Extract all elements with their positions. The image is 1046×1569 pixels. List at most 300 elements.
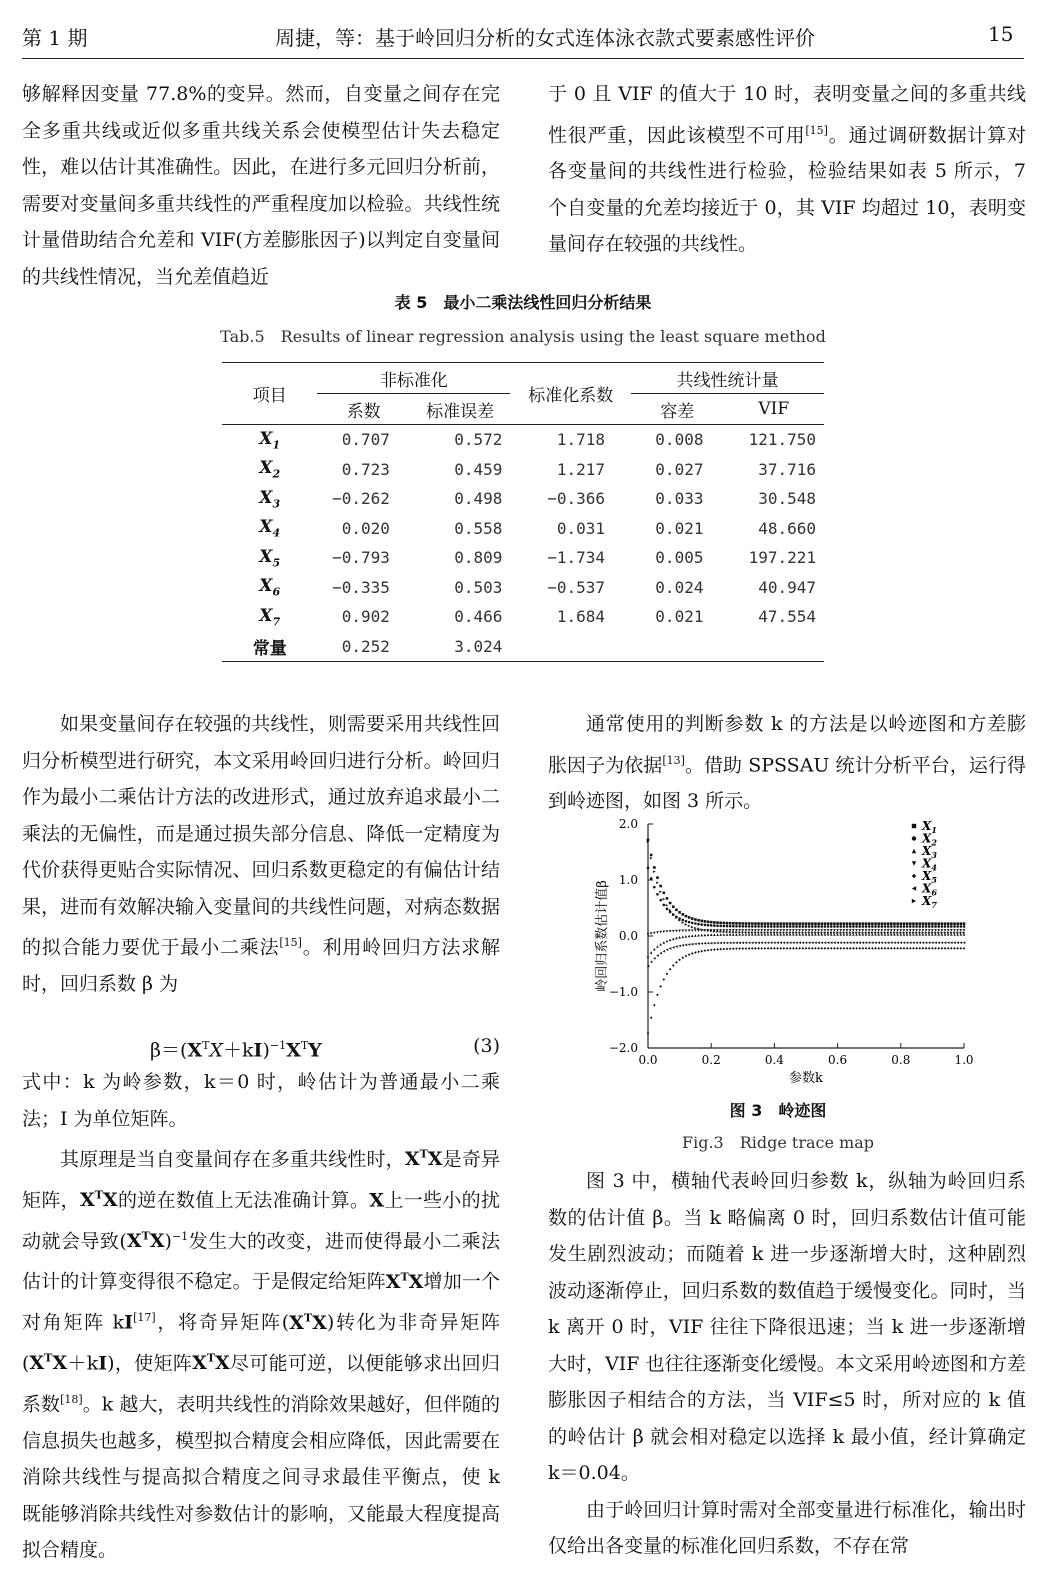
x-tick-label: 0.4 [764, 1053, 784, 1067]
data-point-x1 [827, 922, 830, 925]
page-header [22, 22, 1022, 52]
data-point-x1 [656, 876, 659, 879]
variable-subscript: 7 [272, 614, 281, 628]
data-point-x6 [893, 941, 896, 944]
text: 上一些小的扰动就会导致( [22, 1189, 500, 1252]
sym: X [369, 1189, 384, 1212]
text: 。借助 SPSSAU 统计分析平台，运行得到岭迹图，如图 3 所示。 [548, 753, 1026, 813]
table-row [222, 573, 824, 603]
data-point-x6 [767, 941, 770, 944]
data-point-x2 [738, 925, 741, 928]
data-point-x6 [710, 942, 713, 945]
sym: I [98, 1352, 108, 1375]
top-right-text [548, 76, 1026, 263]
data-point-x6 [779, 941, 782, 944]
data-point-x1 [937, 922, 940, 925]
sup: T [94, 1188, 103, 1202]
data-point-x6 [836, 941, 839, 944]
data-point-x2 [688, 921, 691, 924]
data-point-x4 [896, 929, 899, 932]
x-tick-label: 0.8 [891, 1053, 911, 1067]
data-point-x2 [827, 925, 830, 928]
data-point-x3 [700, 934, 703, 937]
data-point-x6 [786, 941, 789, 944]
data-point-x5 [770, 947, 773, 950]
data-point-x6 [783, 941, 786, 944]
data-point-x1 [754, 922, 757, 925]
cell-tol [631, 632, 723, 662]
data-point-x5 [723, 948, 726, 951]
legend-marker-x7 [912, 899, 916, 903]
data-point-x3 [675, 937, 678, 940]
data-point-x1 [906, 922, 909, 925]
data-point-x4 [770, 929, 773, 932]
data-point-x6 [663, 950, 666, 953]
data-point-x5 [764, 947, 767, 950]
data-point-x1 [862, 922, 865, 925]
data-point-x6 [776, 941, 779, 944]
sym: X [408, 1270, 424, 1293]
data-point-x5 [792, 947, 795, 950]
data-point-x5 [833, 947, 836, 950]
data-point-x5 [773, 947, 776, 950]
cell-std: −0.537 [547, 577, 606, 597]
data-point-x1 [858, 922, 861, 925]
data-point-x5 [767, 947, 770, 950]
data-point-x2 [710, 924, 713, 927]
data-point-x5 [881, 947, 884, 950]
data-point-x1 [764, 922, 767, 925]
data-point-x5 [877, 947, 880, 950]
legend-subscript: 2 [931, 837, 937, 848]
data-point-x1 [726, 922, 729, 925]
legend-label-x6: $X_6$ [922, 881, 937, 898]
eq-X: X [187, 1039, 203, 1062]
legend-marker-x1 [912, 824, 916, 828]
data-point-x2 [884, 925, 887, 928]
data-point-x5 [944, 947, 947, 950]
data-point-x5 [821, 947, 824, 950]
data-point-x2 [808, 925, 811, 928]
data-point-x6 [915, 941, 918, 944]
data-point-x5 [675, 961, 678, 964]
legend-label-x7: $X_7$ [922, 894, 937, 910]
legend-label-x2: $X_2$ [922, 831, 937, 848]
data-point-x1 [811, 922, 814, 925]
figure-caption-en: Fig.3 Ridge trace map [681, 1133, 875, 1152]
data-point-x5 [754, 947, 757, 950]
paragraph [548, 76, 1026, 263]
data-point-x2 [858, 925, 861, 928]
running-title: 周捷，等：基于岭回归分析的女式连体泳衣款式要素感性评价 [275, 26, 815, 50]
cell-se: 0.572 [454, 430, 503, 450]
data-point-x6 [723, 942, 726, 945]
data-point-x2 [650, 877, 653, 880]
data-point-x5 [912, 947, 915, 950]
data-point-x1 [786, 922, 789, 925]
data-point-x5 [688, 953, 691, 956]
data-point-x5 [843, 947, 846, 950]
legend-label-x1: $X_1$ [922, 819, 937, 835]
data-point-x1 [900, 922, 903, 925]
data-point-x6 [666, 948, 669, 951]
data-point-x2 [865, 925, 868, 928]
cell-coef: 0.707 [341, 430, 390, 450]
data-point-x7 [691, 926, 694, 929]
cell-coef: 0.252 [341, 636, 390, 656]
data-point-x6 [862, 941, 865, 944]
variable-name: X [259, 428, 273, 449]
data-point-x6 [814, 941, 817, 944]
data-point-x1 [650, 854, 653, 857]
equation-body [150, 1028, 322, 1068]
cell-vif: 40.947 [758, 577, 816, 597]
data-point-x5 [906, 947, 909, 950]
variable-name: X [259, 458, 273, 479]
data-point-x2 [700, 923, 703, 926]
data-point-x5 [884, 947, 887, 950]
data-point-x2 [944, 925, 947, 928]
sym: X [427, 1148, 443, 1171]
data-point-x4 [947, 929, 950, 932]
data-point-x6 [795, 941, 798, 944]
data-point-x1 [890, 922, 893, 925]
data-point-x2 [729, 925, 732, 928]
data-point-x2 [792, 925, 795, 928]
data-point-x2 [647, 867, 650, 870]
data-point-x3 [713, 933, 716, 936]
data-point-x1 [691, 917, 694, 920]
data-point-x5 [814, 947, 817, 950]
data-point-x5 [760, 947, 763, 950]
data-point-x5 [953, 947, 956, 950]
text: 增加一个对角矩阵 k [22, 1270, 500, 1334]
data-point-x1 [659, 885, 662, 888]
data-point-x2 [909, 925, 912, 928]
data-point-x2 [925, 925, 928, 928]
data-point-x4 [817, 929, 820, 932]
data-point-x3 [694, 934, 697, 937]
data-point-x3 [685, 935, 688, 938]
cell-se: 0.466 [454, 607, 503, 627]
cell-std [510, 632, 631, 662]
data-point-x5 [900, 947, 903, 950]
data-point-x4 [827, 929, 830, 932]
data-point-x4 [805, 929, 808, 932]
text: 其原理是当自变量间存在多重共线性时， [60, 1148, 405, 1171]
cell-vif: 47.554 [758, 607, 816, 627]
data-point-x4 [862, 929, 865, 932]
data-point-x2 [789, 925, 792, 928]
table-row [222, 543, 824, 573]
data-point-x2 [881, 925, 884, 928]
sym: X [385, 1270, 401, 1293]
data-point-x4 [783, 929, 786, 932]
data-point-x2 [960, 925, 963, 928]
data-point-x2 [874, 925, 877, 928]
data-point-x5 [776, 947, 779, 950]
data-point-x2 [839, 925, 842, 928]
data-point-x2 [868, 925, 871, 928]
data-point-x2 [817, 925, 820, 928]
data-point-x5 [691, 952, 694, 955]
text: 是奇异矩阵， [22, 1148, 500, 1212]
data-point-x6 [852, 941, 855, 944]
data-point-x5 [956, 947, 959, 950]
data-point-x3 [719, 933, 722, 936]
data-point-x4 [663, 931, 666, 934]
data-point-x1 [824, 922, 827, 925]
data-point-x5 [735, 947, 738, 950]
sup: T [141, 1229, 150, 1243]
data-point-x1 [767, 922, 770, 925]
variable-name: X [259, 576, 273, 597]
text: 于 0 且 VIF 的值大于 10 时，表明变量之间的多重共线性很严重，因此该模型不可用 [548, 83, 1026, 146]
data-point-x1 [666, 897, 669, 900]
variable-name: X [259, 546, 273, 567]
data-point-x5 [795, 947, 798, 950]
data-point-x6 [868, 941, 871, 944]
data-point-x2 [773, 925, 776, 928]
data-point-x1 [881, 922, 884, 925]
data-point-x4 [843, 929, 846, 932]
data-point-x4 [776, 929, 779, 932]
data-point-x6 [928, 941, 931, 944]
data-point-x5 [659, 985, 662, 988]
data-point-x4 [688, 929, 691, 932]
data-point-x3 [672, 937, 675, 940]
cell-std: 1.217 [556, 459, 606, 479]
data-point-x6 [963, 941, 966, 944]
data-point-x1 [745, 922, 748, 925]
data-point-x6 [735, 942, 738, 945]
eq-text: β＝( [150, 1039, 188, 1062]
variable-subscript: 3 [272, 496, 281, 510]
data-point-x1 [887, 922, 890, 925]
variable-subscript: 2 [272, 467, 281, 481]
data-point-x2 [681, 919, 684, 922]
data-point-x6 [789, 941, 792, 944]
data-point-x5 [960, 947, 963, 950]
data-point-x1 [732, 922, 735, 925]
data-point-x2 [947, 925, 950, 928]
data-point-x1 [710, 921, 713, 924]
data-point-x2 [900, 925, 903, 928]
data-point-x4 [941, 929, 944, 932]
data-point-x1 [789, 922, 792, 925]
data-point-x1 [944, 922, 947, 925]
data-point-x2 [798, 925, 801, 928]
cell-vif: 37.716 [758, 459, 816, 479]
data-point-x2 [732, 925, 735, 928]
data-point-x2 [956, 925, 959, 928]
data-point-x4 [792, 929, 795, 932]
chart-legend [912, 819, 938, 910]
data-point-x4 [647, 933, 650, 936]
data-point-x5 [783, 947, 786, 950]
col-header-std: 标准化系数 [528, 386, 614, 406]
data-point-x1 [871, 922, 874, 925]
cell-se: 0.498 [454, 489, 503, 509]
data-point-x1 [865, 922, 868, 925]
data-point-x1 [909, 922, 912, 925]
data-point-x6 [953, 941, 956, 944]
data-point-x5 [915, 947, 918, 950]
data-point-x4 [852, 929, 855, 932]
data-point-x4 [846, 929, 849, 932]
data-point-x5 [669, 968, 672, 971]
data-point-x6 [764, 941, 767, 944]
data-point-x5 [656, 994, 659, 997]
cell-tol: 0.005 [655, 548, 704, 568]
data-point-x7 [681, 921, 684, 924]
data-point-x6 [707, 942, 710, 945]
chart-points [647, 838, 966, 1034]
data-point-x5 [716, 948, 719, 951]
variable-subscript: 5 [272, 555, 281, 569]
data-point-x6 [827, 941, 830, 944]
data-point-x6 [742, 941, 745, 944]
data-point-x2 [694, 922, 697, 925]
data-point-x1 [723, 922, 726, 925]
data-point-x5 [903, 947, 906, 950]
data-point-x2 [855, 925, 858, 928]
data-point-x4 [890, 929, 893, 932]
data-point-x2 [656, 893, 659, 896]
data-point-x5 [710, 949, 713, 952]
citation: [15] [279, 936, 302, 949]
variable-name: 常量 [252, 638, 287, 659]
variable-name: X [259, 517, 273, 538]
data-point-x6 [808, 941, 811, 944]
data-point-x5 [707, 949, 710, 952]
data-point-x1 [713, 921, 716, 924]
eq-X: X [209, 1039, 224, 1062]
data-point-x5 [729, 947, 732, 950]
data-point-x5 [874, 947, 877, 950]
data-point-x7 [650, 857, 653, 860]
data-point-x5 [653, 1004, 656, 1007]
data-point-x6 [937, 941, 940, 944]
cell-variable [222, 484, 317, 514]
paragraph [548, 706, 1026, 820]
sup: −1 [171, 1229, 189, 1243]
data-point-x2 [811, 925, 814, 928]
data-point-x4 [833, 929, 836, 932]
data-point-x6 [922, 941, 925, 944]
data-point-x1 [947, 922, 950, 925]
data-point-x6 [960, 941, 963, 944]
data-point-x3 [650, 951, 653, 954]
figure-caption-cn: 图 3 岭迹图 [729, 1101, 827, 1120]
text: 通常使用的判断参数 k 的方法是以岭迹图和方差膨胀因子为依据 [548, 713, 1026, 776]
legend-marker-x6 [912, 886, 916, 890]
data-point-x2 [776, 925, 779, 928]
data-point-x2 [934, 925, 937, 928]
data-point-x2 [779, 925, 782, 928]
legend-subscript: 5 [931, 875, 937, 885]
data-point-x6 [817, 941, 820, 944]
data-point-x5 [941, 947, 944, 950]
data-point-x4 [659, 931, 662, 934]
page-number: 15 [988, 22, 1014, 46]
data-point-x5 [830, 947, 833, 950]
citation: [15] [805, 123, 828, 137]
data-point-x2 [906, 925, 909, 928]
paragraph: 由于岭回归计算时需对全部变量进行标准化，输出时仅给出各变量的标准化回归系数，不存在常 [548, 1498, 1026, 1557]
data-point-x4 [956, 929, 959, 932]
x-tick-label: 0.0 [638, 1053, 658, 1067]
cell-coef: 0.723 [341, 459, 390, 479]
cell-variable [222, 425, 317, 455]
issue-number: 第 1 期 [22, 26, 88, 50]
data-point-x6 [669, 947, 672, 950]
text: 。利用岭回归方法求解时，回归系数 β 为 [22, 936, 500, 995]
data-point-x5 [928, 947, 931, 950]
data-point-x2 [821, 925, 824, 928]
data-point-x4 [937, 929, 940, 932]
data-point-x4 [789, 929, 792, 932]
data-point-x5 [871, 947, 874, 950]
data-point-x5 [909, 947, 912, 950]
data-point-x4 [858, 929, 861, 932]
data-point-x6 [900, 941, 903, 944]
data-point-x1 [918, 922, 921, 925]
data-point-x4 [912, 929, 915, 932]
data-point-x5 [934, 947, 937, 950]
data-point-x4 [950, 929, 953, 932]
data-point-x1 [855, 922, 858, 925]
data-point-x2 [814, 925, 817, 928]
data-point-x2 [795, 925, 798, 928]
table-row [222, 484, 824, 514]
eq-I: I [253, 1039, 263, 1062]
data-point-x5 [849, 947, 852, 950]
data-point-x6 [824, 941, 827, 944]
data-point-x4 [675, 930, 678, 933]
data-point-x4 [685, 929, 688, 932]
data-point-x7 [685, 923, 688, 926]
sup: T [400, 1270, 409, 1284]
citation: [18] [60, 1392, 83, 1406]
eq-sup: −1 [269, 1039, 287, 1052]
data-point-x2 [953, 925, 956, 928]
x-axis-label: 参数k [789, 1071, 823, 1086]
data-point-x1 [874, 922, 877, 925]
data-point-x4 [666, 930, 669, 933]
data-point-x1 [884, 922, 887, 925]
data-point-x5 [947, 947, 950, 950]
cell-se: 0.459 [454, 459, 503, 479]
table-caption-en: Tab.5 Results of linear regression analysis using the least square method [220, 327, 826, 346]
data-point-x1 [663, 892, 666, 895]
data-point-x5 [824, 947, 827, 950]
data-point-x3 [738, 933, 741, 936]
data-point-x1 [688, 916, 691, 919]
paragraph [22, 1137, 500, 1569]
data-point-x1 [685, 915, 688, 918]
data-point-x6 [773, 941, 776, 944]
eq-sup: T [202, 1039, 210, 1052]
data-point-x1 [814, 922, 817, 925]
data-point-x6 [890, 941, 893, 944]
cell-std: 1.718 [556, 430, 606, 450]
data-point-x2 [786, 925, 789, 928]
legend-label-x3: $X_3$ [922, 844, 937, 860]
data-point-x2 [890, 925, 893, 928]
data-point-x2 [802, 925, 805, 928]
cell-tol: 0.008 [655, 430, 704, 450]
